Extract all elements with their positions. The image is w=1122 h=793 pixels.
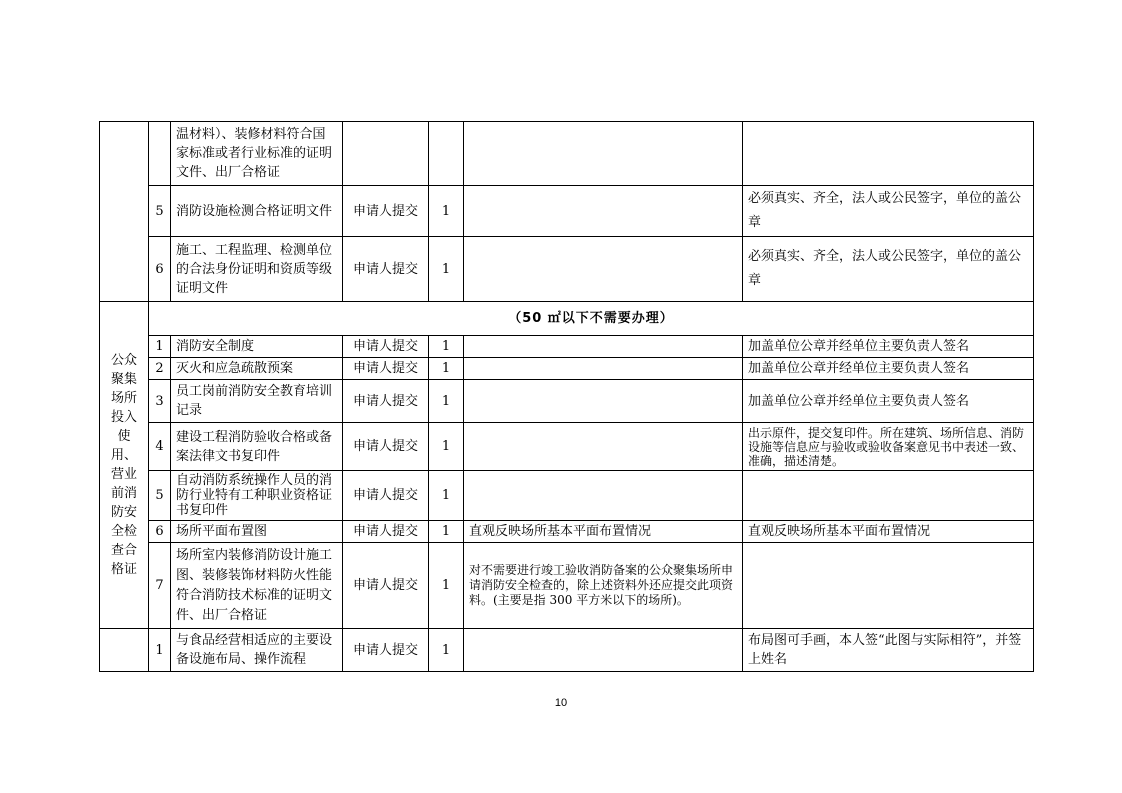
copy-count: 1 [429, 336, 464, 358]
copy-count: 1 [429, 423, 464, 471]
copy-count: 1 [429, 358, 464, 380]
row-number: 6 [149, 237, 171, 302]
remark [464, 122, 743, 186]
copy-count: 1 [429, 186, 464, 237]
row-number: 5 [149, 471, 171, 521]
submit-method: 申请人提交 [343, 358, 429, 380]
material-name: 消防设施检测合格证明文件 [171, 186, 343, 237]
copy-count: 1 [429, 629, 464, 672]
remark [464, 471, 743, 521]
remark [464, 237, 743, 302]
submit-method [343, 122, 429, 186]
table-row [100, 471, 1034, 521]
row-number: 3 [149, 380, 171, 423]
table-row [100, 543, 1034, 629]
requirements-table [99, 121, 1034, 672]
submit-method: 申请人提交 [343, 521, 429, 543]
copy-count [429, 122, 464, 186]
table-row [100, 423, 1034, 471]
category-cell: 公众聚集场所投入使用、营业前消防安全检查合格证 [100, 302, 149, 629]
requirement [743, 122, 1034, 186]
row-number [149, 122, 171, 186]
remark [464, 336, 743, 358]
submit-method: 申请人提交 [343, 629, 429, 672]
material-name: 灭火和应急疏散预案 [171, 358, 343, 380]
copy-count: 1 [429, 471, 464, 521]
material-name: 施工、工程监理、检测单位的合法身份证明和资质等级证明文件 [171, 237, 343, 302]
remark [464, 186, 743, 237]
requirement [743, 543, 1034, 629]
submit-method: 申请人提交 [343, 336, 429, 358]
remark: 直观反映场所基本平面布置情况 [464, 521, 743, 543]
table-row [100, 358, 1034, 380]
table-row [100, 521, 1034, 543]
table-row [100, 186, 1034, 237]
submit-method: 申请人提交 [343, 423, 429, 471]
material-name: 场所室内装修消防设计施工图、装修装饰材料防火性能符合消防技术标准的证明文件、出厂合格证 [171, 543, 343, 629]
row-number: 6 [149, 521, 171, 543]
material-name: 与食品经营相适应的主要设备设施布局、操作流程 [171, 629, 343, 672]
material-name: 场所平面布置图 [171, 521, 343, 543]
submit-method: 申请人提交 [343, 380, 429, 423]
section-header: （50 ㎡以下不需要办理） [149, 302, 1034, 336]
copy-count: 1 [429, 521, 464, 543]
requirement: 直观反映场所基本平面布置情况 [743, 521, 1034, 543]
submit-method: 申请人提交 [343, 543, 429, 629]
material-name: 消防安全制度 [171, 336, 343, 358]
table-row [100, 380, 1034, 423]
requirement: 必须真实、齐全，法人或公民签字，单位的盖公章 [743, 186, 1034, 237]
remark [464, 380, 743, 423]
row-number: 4 [149, 423, 171, 471]
copy-count: 1 [429, 380, 464, 423]
row-number: 1 [149, 336, 171, 358]
requirement: 出示原件，提交复印件。所在建筑、场所信息、消防设施等信息应与验收或验收备案意见书中表述一致、准确，描述清楚。 [743, 423, 1034, 471]
submit-method: 申请人提交 [343, 186, 429, 237]
material-name: 建设工程消防验收合格或备案法律文书复印件 [171, 423, 343, 471]
requirement: 布局图可手画，本人签“此图与实际相符”，并签上姓名 [743, 629, 1034, 672]
requirement: 必须真实、齐全，法人或公民签字，单位的盖公章 [743, 237, 1034, 302]
remark [464, 423, 743, 471]
table-row [100, 336, 1034, 358]
copy-count: 1 [429, 237, 464, 302]
category-cell-next [100, 629, 149, 672]
row-number: 2 [149, 358, 171, 380]
requirement: 加盖单位公章并经单位主要负责人签名 [743, 358, 1034, 380]
category-cell-continued [100, 122, 149, 302]
section-header-row [100, 302, 1034, 336]
submit-method: 申请人提交 [343, 237, 429, 302]
remark [464, 358, 743, 380]
remark [464, 629, 743, 672]
row-number: 1 [149, 629, 171, 672]
copy-count: 1 [429, 543, 464, 629]
page-number: 10 [554, 697, 568, 709]
material-name: 员工岗前消防安全教育培训记录 [171, 380, 343, 423]
requirement: 加盖单位公章并经单位主要负责人签名 [743, 336, 1034, 358]
material-name: 自动消防系统操作人员的消防行业特有工种职业资格证书复印件 [171, 471, 343, 521]
submit-method: 申请人提交 [343, 471, 429, 521]
table-row [100, 237, 1034, 302]
row-number: 5 [149, 186, 171, 237]
table-row [100, 629, 1034, 672]
row-number: 7 [149, 543, 171, 629]
material-name: 温材料）、装修材料符合国家标准或者行业标准的证明文件、出厂合格证 [171, 122, 343, 186]
requirement: 加盖单位公章并经单位主要负责人签名 [743, 380, 1034, 423]
table-row [100, 122, 1034, 186]
requirement [743, 471, 1034, 521]
remark: 对不需要进行竣工验收消防备案的公众聚集场所申请消防安全检查的，除上述资料外还应提交此项资料。(主要是指 300 平方米以下的场所)。 [464, 543, 743, 629]
